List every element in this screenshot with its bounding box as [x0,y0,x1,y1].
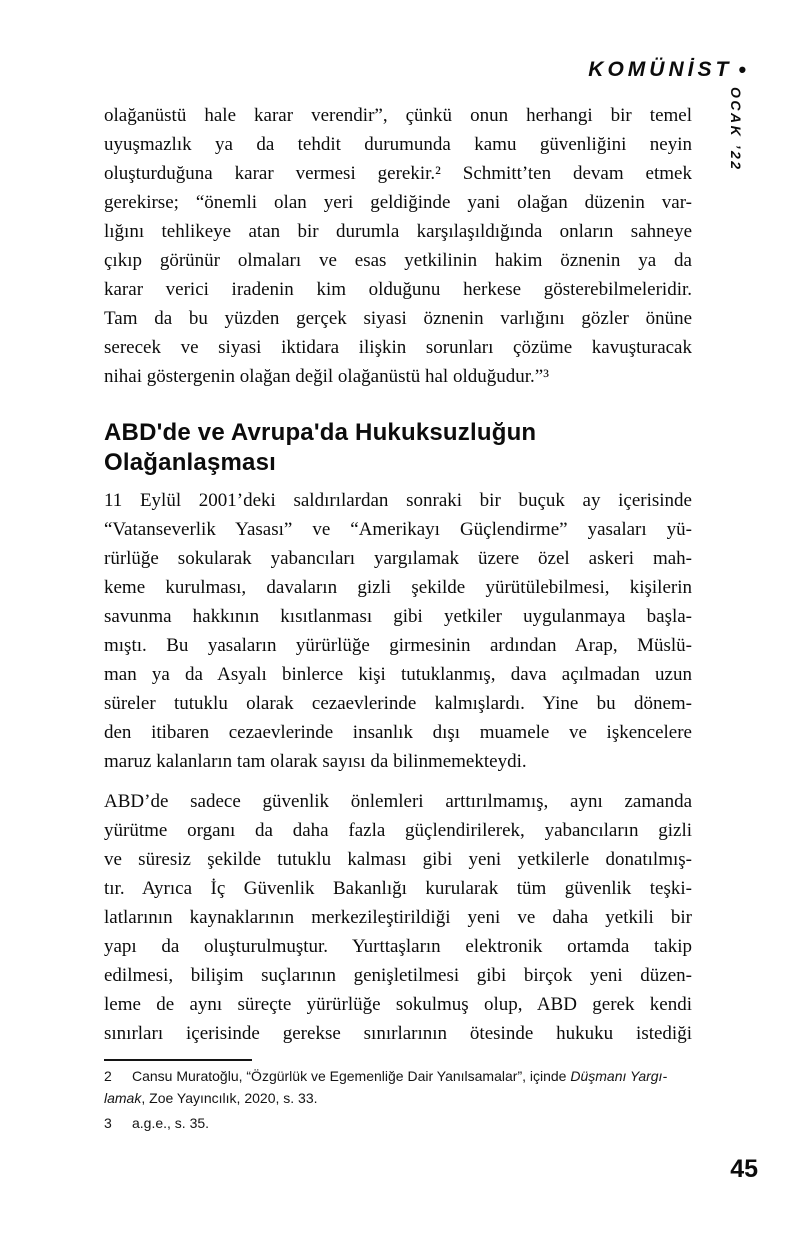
text-line: leme de aynı süreçte yürürlüğe sokulmuş olup, ABD gerek kendi [104,994,692,1015]
running-head [588,56,746,82]
footnote-2-book-title: Düşmanı Yargı- [570,1068,668,1084]
text-line: maruz kalanların tam olarak sayısı da bilinmemekteydi. [104,751,527,772]
section-heading-line-1: ABD'de ve Avrupa'da Hukuksuzluğun [104,419,537,446]
text-line: çıkıp görünür olmaları ve esas yetkilinin hakim öznenin ya da [104,250,692,271]
text-line: ve süresiz şekilde tutuklu kalması gibi yeni yetkilerle donatılmış- [104,849,692,870]
footnote-2-text: Cansu Muratoğlu, “Özgürlük ve Egemenliğe Dair Yanılsamalar”, içinde [132,1068,571,1084]
text-line: mıştı. Bu yasaların yürürlüğe girmesinin ardından Arap, Müslü- [104,635,692,656]
section-heading [104,418,692,478]
text-line: “Vatanseverlik Yasası” ve “Amerikayı Güçlendirme” yasaları yü- [104,519,692,540]
footnote-2-line-2 [104,1087,692,1109]
footnote-divider [104,1059,252,1061]
text-line: uyuşmazlık ya da tehdit durumunda kamu güvenliğini neyin [104,134,692,155]
text-line: ABD’de sadece güvenlik önlemleri arttırılmamış, aynı zamanda [104,791,692,812]
footnote-2-marker: 2 [104,1068,112,1084]
text-line: tır. Ayrıca İç Güvenlik Bakanlığı kurularak tüm güvenlik teşki- [104,878,692,899]
text-line: Tam da bu yüzden gerçek siyasi öznenin varlığını gözler önüne [104,308,692,329]
text-line: gerekirse; “önemli olan yeri geldiğinde yani olağan düzenin var- [104,192,692,213]
bullet-icon: • [738,57,746,82]
text-line: nihai göstergenin olağan değil olağanüstü hal olduğudur.”³ [104,366,549,387]
issue-date-vertical: OCAK ’22 [728,87,744,172]
text-line: rürlüğe sokularak yabancıları yargılamak üzere özel askeri mah- [104,548,692,569]
text-line: den itibaren cezaevlerinde insanlık dışı muamele ve işkencelere [104,722,692,743]
text-line: karar verici iradenin kim olduğunu herkese gösterebilmeleridir. [104,279,692,300]
paragraph-continuation [104,101,692,391]
footnote-2-publisher: , Zoe Yayıncılık, 2020, s. 33. [141,1090,318,1106]
journal-title: KOMÜNİST [588,58,733,81]
paragraph-911-laws [104,486,692,776]
text-line: oluşturduğuna karar vermesi gerekir.² Schmitt’ten devam etmek [104,163,692,184]
text-line: serecek ve siyasi iktidara ilişkin sorunları çözüme kavuşturacak [104,337,692,358]
footnotes [104,1059,692,1134]
text-line: lığını tehlikeye atan bir durumla karşılaşıldığında onların sahneye [104,221,692,242]
page-number: 45 [730,1155,758,1183]
footnote-2 [104,1065,692,1109]
text-line: man ya da Asyalı binlerce kişi tutuklanmış, dava açılmadan uzun [104,664,692,685]
text-line: sınırları içerisinde gerekse sınırlarının ötesinde hukuku istediği [104,1023,692,1044]
text-line: savunma hakkının kısıtlanması gibi yetkiler uygulanmaya başla- [104,606,692,627]
text-line: yapı da oluşturulmuştur. Yurttaşların elektronik ortamda takip [104,936,692,957]
footnote-3 [104,1112,692,1134]
text-line: olağanüstü hale karar verendir”, çünkü onun herhangi bir temel [104,105,692,126]
text-column [104,101,692,1134]
footnote-3-text: a.g.e., s. 35. [132,1115,210,1131]
paragraph-security-measures [104,787,692,1048]
text-line: keme kurulması, davaların gizli şekilde yürütülebilmesi, kişilerin [104,577,692,598]
text-line: süreler tutuklu olarak cezaevlerinde kalmışlardı. Yine bu dönem- [104,693,692,714]
footnote-2-line-1 [104,1065,692,1087]
footnote-3-marker: 3 [104,1115,112,1131]
text-line: 11 Eylül 2001’deki saldırılardan sonraki bir buçuk ay içerisinde [104,490,692,511]
text-line: latlarının kaynaklarının merkezileştirildiği yeni ve daha yetkili bir [104,907,692,928]
text-line: yürütme organı da daha fazla güçlendirilerek, yabancıların gizli [104,820,692,841]
footnote-2-book-title-cont: lamak [104,1090,142,1106]
text-line: edilmesi, bilişim suçlarının genişletilmesi gibi birçok yeni düzen- [104,965,692,986]
section-heading-line-2: Olağanlaşması [104,449,277,476]
